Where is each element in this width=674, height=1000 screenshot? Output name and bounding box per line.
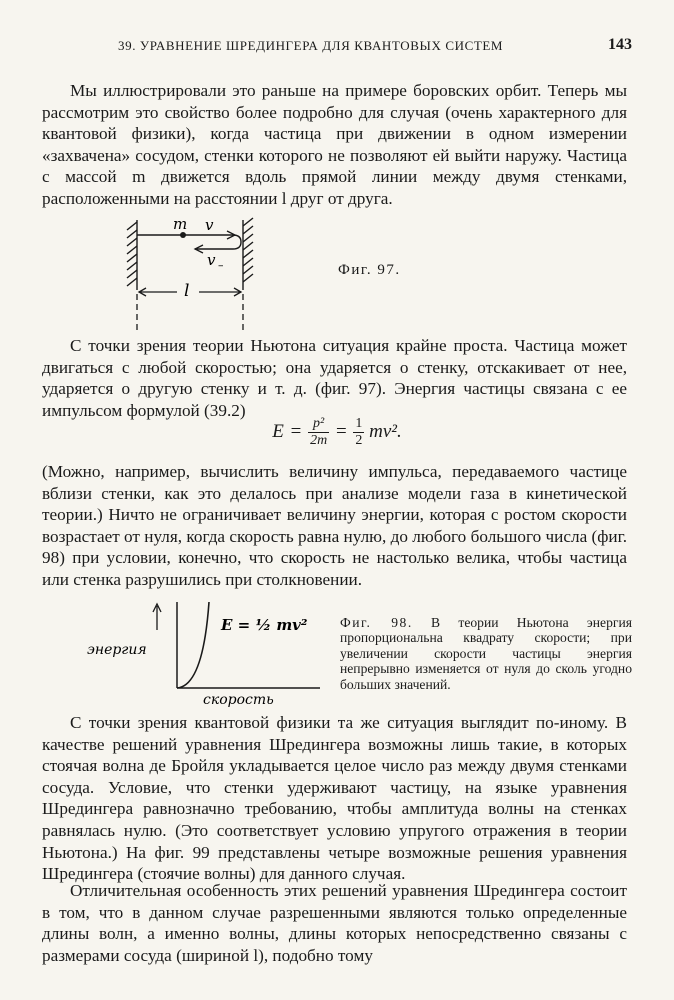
paragraph-1: Мы иллюстрировали это раньше на примере боровских орбит. Теперь мы рассмотрим это свойство более подробно для случая (очень характерного для квантовой физики), когда частица при движении в одном измерении «захвачена» сосудом, стенки которого не позволяют ей выйти наружу. Частица с массой m движется вдоль прямой линии между двумя стенками, расположенными на расстоянии l друг от друга. xyxy=(42,81,627,208)
figure-98 xyxy=(85,598,325,708)
figure-98-caption-text: В теории Ньютона энергия пропорциональна квадрату скорости; при увеличении скорости частицы энергия непрерывно изменяется от нуля до сколь угодно больших значений. xyxy=(340,615,632,692)
particle-path xyxy=(137,235,241,249)
fraction-1-num: p² xyxy=(308,416,329,433)
formula-eq-2: = xyxy=(335,420,347,442)
fraction-1-den: 2m xyxy=(310,433,328,448)
y-axis-label: энергия xyxy=(87,642,147,658)
distance-label: l xyxy=(184,281,190,301)
curve-label: E = ½ mv² xyxy=(221,616,308,634)
paragraph-3: (Можно, например, вычислить величину импульса, передаваемого частице вблизи стенки, как это делалось при анализе модели газа в кинетической теории.) Ничто не ограничивает величину энергии, которая с ростом скорости возрастает от нуля, когда скорость равна нулю, до любого большого числа (фиг. 98) при условии, конечно, что скорость не настолько велика, чтобы частица или стенка разрушились при столкновении. xyxy=(42,462,627,589)
mass-label: m xyxy=(173,215,188,233)
left-wall xyxy=(127,220,137,290)
velocity-forward-label: v xyxy=(205,216,214,234)
fraction-2 xyxy=(353,416,364,449)
distance-marker xyxy=(137,288,243,330)
paragraph-2: С точки зрения теории Ньютона ситуация крайне проста. Частица может двигаться с любой скоростью; она ударяется о стенку, отскакивает от нее, ударяется о другую стенку и т. д. (фиг. 97). Энергия частицы связана с ее импульсом формулой (39.2) xyxy=(42,336,627,420)
chapter-title: 39. УРАВНЕНИЕ ШРЕДИНГЕРА ДЛЯ КВАНТОВЫХ СИСТЕМ xyxy=(118,38,504,53)
fraction-2-den: 2 xyxy=(355,433,363,448)
formula-lhs: E xyxy=(272,420,284,442)
fraction-2-num: 1 xyxy=(355,416,363,431)
right-wall xyxy=(243,218,253,290)
energy-curve xyxy=(177,602,209,688)
velocity-back-label: v xyxy=(207,251,216,269)
x-axis-label: скорость xyxy=(203,692,274,708)
page-number: 143 xyxy=(608,36,632,53)
figure-97-label: Фиг. 97. xyxy=(338,262,401,278)
fraction-1 xyxy=(308,416,329,449)
figure-98-caption xyxy=(340,615,632,692)
velocity-back-subscript: – xyxy=(218,259,224,272)
energy-formula xyxy=(0,416,674,449)
figure-98-caption-lead: Фиг. 98. xyxy=(340,615,413,630)
figure-97 xyxy=(115,212,265,330)
formula-tail: mv². xyxy=(369,420,402,442)
formula-eq-1: = xyxy=(290,420,302,442)
paragraph-4: С точки зрения квантовой физики та же ситуация выглядит по-иному. В качестве решений уравнения Шредингера возможны лишь такие, в которых стоячая волна де Бройля укладывается целое число раз между двумя стенками сосуда. Условие, что стенки удерживают частицу, на языке уравнения Шредингера равнозначно требованию, чтобы амплитуда волны на стенках равнялась нулю. (Это соответствует условию упругого отражения в теории Ньютона.) На фиг. 99 представлены четыре возможные решения уравнения Шредингера (стоячие волны) для данного случая. xyxy=(42,713,627,884)
paragraph-5: Отличительная особенность этих решений уравнения Шредингера состоит в том, что в данном случае разрешенными являются только определенные длины волн, а именно волны, длины которых непосредственно связаны с размерами сосуда (шириной l), подобно тому xyxy=(42,881,627,965)
